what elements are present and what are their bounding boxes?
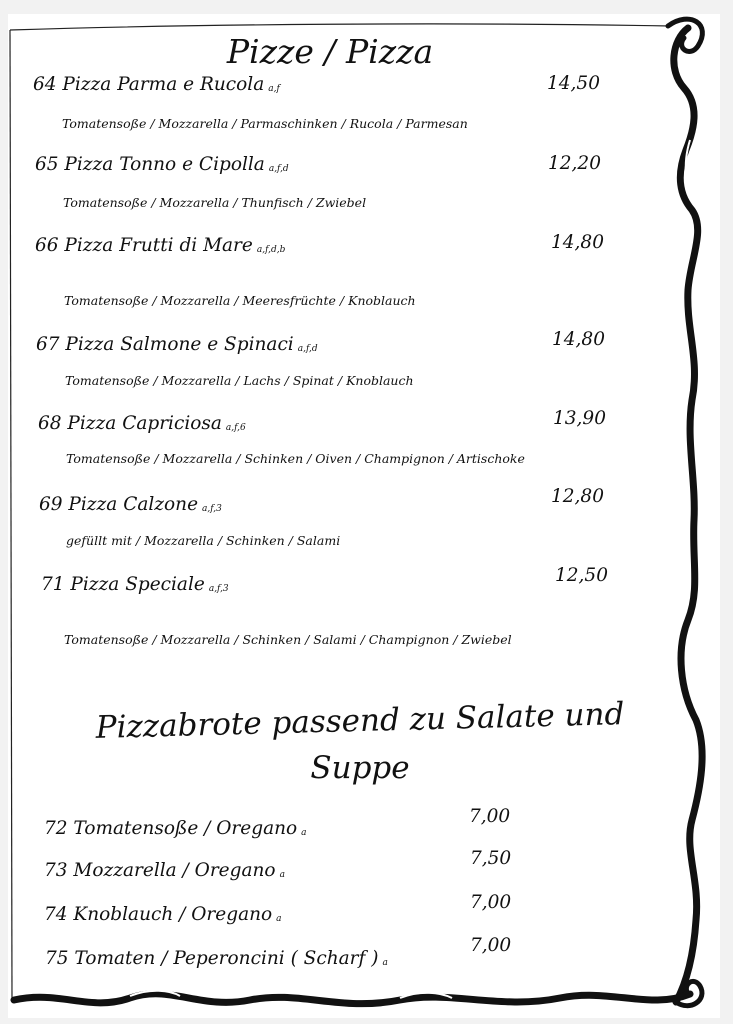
menu-item-description: Tomatensoße / Mozzarella / Thunfisch / Zwiebel: [63, 195, 367, 210]
menu-item-price: 14,80: [552, 329, 605, 350]
menu-item-price: 14,50: [547, 73, 600, 94]
menu-item-name: 72 Tomatensoße / Oregano a: [44, 818, 307, 839]
pizzabrote-section-title: Pizzabrote passend zu Salate und: [95, 696, 625, 746]
menu-item-price: 12,80: [551, 486, 604, 507]
menu-item-name: 65 Pizza Tonno e Cipolla a,f,d: [35, 154, 289, 175]
menu-item-description: Tomatensoße / Mozzarella / Parmaschinken / Rucola / Parmesan: [62, 116, 468, 131]
pizza-section-title: Pizze / Pizza: [226, 32, 434, 71]
menu-item-name: 69 Pizza Calzone a,f,3: [39, 494, 222, 515]
menu-item-name: 75 Tomaten / Peperoncini ( Scharf ) a: [45, 948, 388, 969]
menu-item-price: 7,00: [470, 892, 512, 913]
menu-item-description: Tomatensoße / Mozzarella / Schinken / Oiven / Champignon / Artischoke: [66, 451, 525, 466]
menu-item-name: 64 Pizza Parma e Rucola a,f: [33, 74, 280, 95]
menu-item-name: 66 Pizza Frutti di Mare a,f,d,b: [35, 235, 286, 256]
menu-item-description: Tomatensoße / Mozzarella / Schinken / Salami / Champignon / Zwiebel: [64, 632, 512, 647]
menu-item-price: 14,80: [551, 232, 604, 253]
menu-item-name: 73 Mozzarella / Oregano a: [44, 860, 285, 881]
menu-item-price: 12,20: [548, 153, 601, 174]
menu-item-price: 13,90: [553, 408, 606, 429]
menu-item-description: gefüllt mit / Mozzarella / Schinken / Salami: [66, 533, 341, 548]
menu-item-price: 7,00: [469, 806, 511, 827]
menu-item-description: Tomatensoße / Mozzarella / Lachs / Spinat / Knoblauch: [65, 373, 414, 388]
menu-item-name: 71 Pizza Speciale a,f,3: [41, 574, 229, 595]
menu-item-price: 7,50: [470, 848, 512, 869]
menu-item-price: 7,00: [470, 935, 512, 956]
menu-item-name: 68 Pizza Capriciosa a,f,6: [38, 413, 246, 434]
pizzabrote-section-title-line2: Suppe: [310, 750, 410, 786]
menu-item-name: 74 Knoblauch / Oregano a: [44, 904, 282, 925]
menu-item-name: 67 Pizza Salmone e Spinaci a,f,d: [36, 334, 318, 355]
menu-item-price: 12,50: [555, 565, 608, 586]
menu-item-description: Tomatensoße / Mozzarella / Meeresfrüchte / Knoblauch: [64, 293, 416, 308]
